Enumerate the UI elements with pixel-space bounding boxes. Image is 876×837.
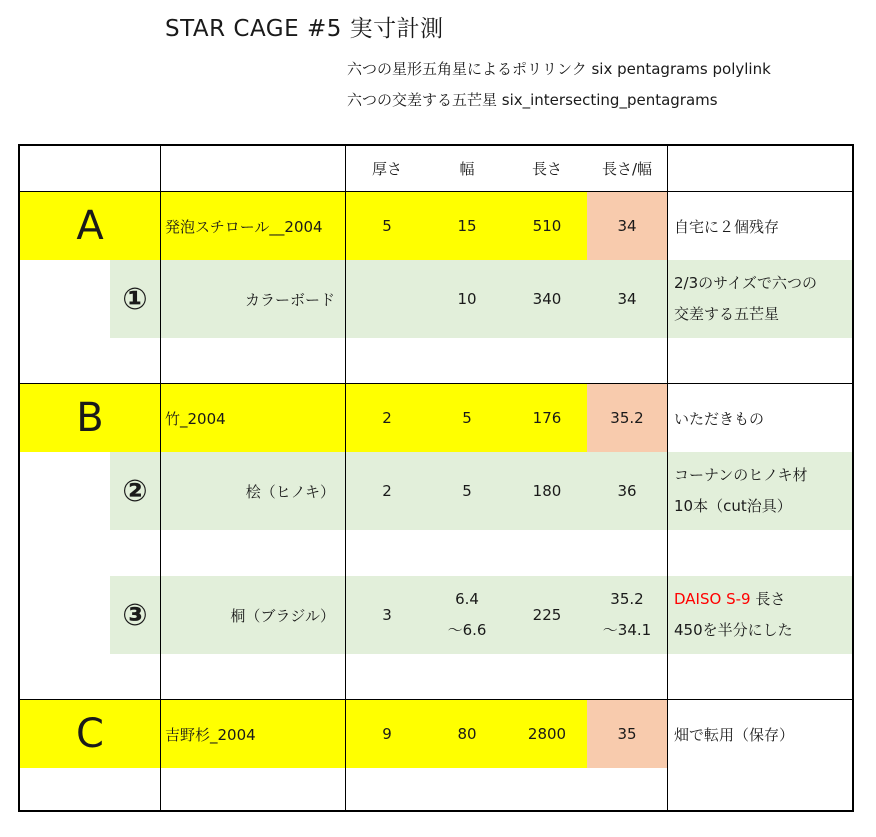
row-1-material: カラーボード bbox=[244, 290, 335, 309]
row-a-length: 510 bbox=[532, 217, 562, 235]
header-ratio: 長さ/幅 bbox=[601, 160, 653, 178]
column-divider bbox=[667, 146, 668, 810]
row-1-note bbox=[669, 260, 852, 338]
column-divider bbox=[345, 146, 346, 810]
row-b-ratio: 35.2 bbox=[610, 409, 644, 427]
page-title: STAR CAGE #5 実寸計測 bbox=[165, 16, 444, 42]
row-a-material: 発泡スチロール__2004 bbox=[165, 217, 323, 236]
row-2-note-line-1: コーナンのヒノキ材 bbox=[674, 466, 808, 484]
row-c-label: C bbox=[76, 711, 104, 757]
row-2-width: 5 bbox=[462, 482, 472, 500]
header-length: 長さ bbox=[531, 160, 562, 178]
row-b-length: 176 bbox=[532, 409, 562, 427]
row-c-thickness: 9 bbox=[382, 725, 392, 743]
row-a-label: A bbox=[76, 203, 104, 249]
subtitle-line-1: 六つの星形五角星によるポリリンク six pentagrams polylink bbox=[347, 60, 771, 78]
row-3-ratio-line-2: ～34.1 bbox=[602, 621, 652, 639]
row-3-material: 桐（ブラジル） bbox=[230, 606, 335, 625]
row-2-length: 180 bbox=[532, 482, 562, 500]
row-2-ratio: 36 bbox=[617, 482, 637, 500]
measurement-table bbox=[18, 144, 854, 812]
row-a-thickness: 5 bbox=[382, 217, 392, 235]
row-c-material: 吉野杉_2004 bbox=[165, 725, 256, 744]
row-3-note-line-2: 450を半分にした bbox=[674, 621, 793, 639]
row-2-label: ② bbox=[122, 473, 148, 509]
row-3-ratio-line-1: 35.2 bbox=[610, 590, 644, 608]
row-c-note: 畑で転用（保存） bbox=[674, 725, 795, 744]
row-1-thickness bbox=[347, 260, 427, 338]
row-3-width-line-1: 6.4 bbox=[455, 590, 479, 608]
row-b-material: 竹_2004 bbox=[165, 409, 226, 428]
row-2-note-line-2: 10本（cut治具） bbox=[674, 497, 792, 515]
row-a-width: 15 bbox=[457, 217, 477, 235]
row-3-label: ③ bbox=[122, 597, 148, 633]
row-c-width: 80 bbox=[457, 725, 477, 743]
row-3-note-rest: 長さ bbox=[750, 590, 786, 608]
row-3-width-line-2: ～6.6 bbox=[447, 621, 487, 639]
row-2-note bbox=[669, 452, 852, 530]
row-3-note bbox=[669, 576, 852, 654]
row-b-label: B bbox=[76, 395, 104, 441]
row-1-note-line-1: 2/3のサイズで六つの bbox=[674, 274, 817, 292]
row-c-length: 2800 bbox=[527, 725, 567, 743]
row-1-ratio: 34 bbox=[617, 290, 637, 308]
row-2-material: 桧（ヒノキ） bbox=[245, 482, 335, 501]
subtitle-line-2: 六つの交差する五芒星 six_intersecting_pentagrams bbox=[347, 91, 718, 109]
row-1-width: 10 bbox=[457, 290, 477, 308]
row-2-thickness: 2 bbox=[382, 482, 392, 500]
row-b-thickness: 2 bbox=[382, 409, 392, 427]
row-a-note: 自宅に２個残存 bbox=[674, 217, 780, 236]
row-3-note-line-1 bbox=[674, 584, 785, 615]
header-thickness: 厚さ bbox=[371, 160, 402, 178]
row-3-ratio bbox=[587, 576, 667, 654]
header-width: 幅 bbox=[459, 160, 475, 178]
row-3-length: 225 bbox=[532, 606, 562, 624]
row-a-ratio: 34 bbox=[617, 217, 637, 235]
row-c-ratio: 35 bbox=[617, 725, 637, 743]
row-3-thickness: 3 bbox=[382, 606, 392, 624]
row-1-label: ① bbox=[122, 281, 148, 317]
row-1-length: 340 bbox=[532, 290, 562, 308]
row-1-note-line-2: 交差する五芒星 bbox=[674, 305, 780, 323]
row-3-width bbox=[427, 576, 507, 654]
row-3-note-product-code: DAISO S-9 bbox=[674, 590, 751, 608]
row-b-note: いただきもの bbox=[674, 409, 765, 428]
row-b-width: 5 bbox=[462, 409, 472, 427]
